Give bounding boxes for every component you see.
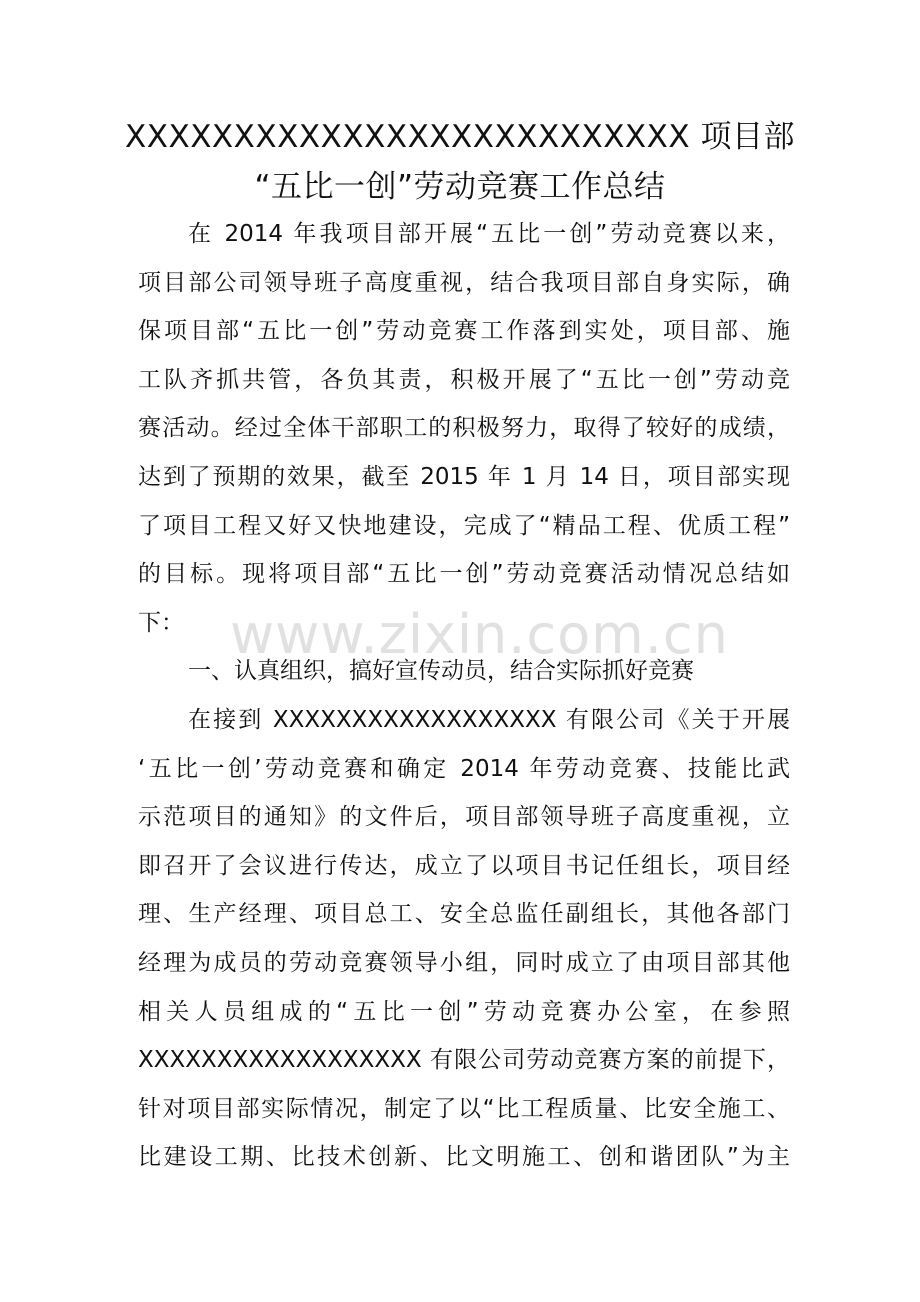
- watermark-text: www.zixin.com.cn: [230, 603, 729, 666]
- body-line: 针对项目部实际情况，制定了以“比工程质量、比安全施工、: [138, 1095, 790, 1122]
- body-line: 经理为成员的劳动竞赛领导小组，同时成立了由项目部其他: [138, 949, 790, 976]
- document-title: [120, 112, 800, 212]
- body-line: 保项目部“五比一创”劳动竞赛工作落到实处，项目部、施: [138, 318, 790, 345]
- body-line: 示范项目的通知》的文件后，项目部领导班子高度重视，立: [138, 804, 790, 831]
- title-line-1: XXXXXXXXXXXXXXXXXXXXXXXXXX 项目部: [124, 119, 795, 155]
- body-line: 了项目工程又好又快地建设，完成了“精品工程、优质工程”: [138, 512, 790, 539]
- document-body: [138, 210, 790, 1182]
- body-line: 赛活动。经过全体干部职工的积极努力，取得了较好的成绩，: [138, 415, 790, 442]
- body-line: 下：: [138, 609, 184, 636]
- section-heading: 一、认真组织，搞好宣传动员，结合实际抓好竞赛: [188, 658, 694, 685]
- body-line: 达到了预期的效果，截至 2015 年 1 月 14 日，项目部实现: [138, 463, 790, 490]
- body-line: 在 2014 年我项目部开展“五比一创”劳动竞赛以来，: [188, 221, 790, 247]
- body-line: 项目部公司领导班子高度重视，结合我项目部自身实际，确: [138, 269, 790, 296]
- title-line-2: “五比一创”劳动竞赛工作总结: [254, 169, 666, 205]
- body-line: 比建设工期、比技术创新、比文明施工、创和谐团队”为主: [138, 1144, 790, 1171]
- body-line: ‘五比一创’劳动竞赛和确定 2014 年劳动竞赛、技能比武: [138, 755, 790, 782]
- body-line: 工队齐抓共管，各负其责，积极开展了“五比一创”劳动竞: [138, 366, 790, 393]
- body-line: 理、生产经理、项目总工、安全总监任副组长，其他各部门: [138, 901, 790, 928]
- body-line: 即召开了会议进行传达，成立了以项目书记任组长，项目经: [138, 852, 790, 879]
- body-line: 在接到 XXXXXXXXXXXXXXXXXX 有限公司《关于开展: [188, 706, 790, 733]
- body-line: XXXXXXXXXXXXXXXXXX 有限公司劳动竞赛方案的前提下，: [138, 1047, 790, 1074]
- body-line: 相关人员组成的“五比一创”劳动竞赛办公室，在参照: [138, 998, 790, 1025]
- body-line: 的目标。现将项目部“五比一创”劳动竞赛活动情况总结如: [138, 561, 790, 588]
